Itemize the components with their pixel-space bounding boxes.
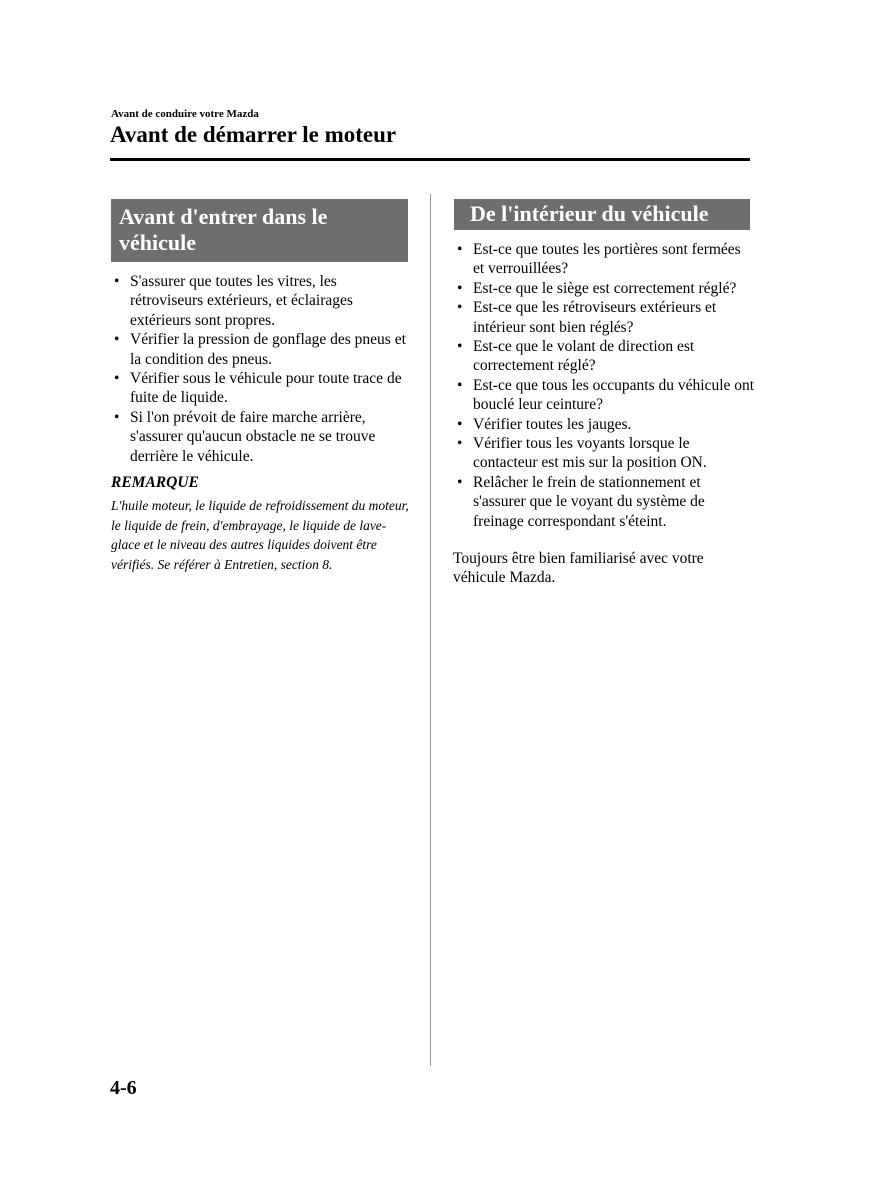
list-item: • Vérifier toutes les jauges. [455, 415, 755, 434]
list-item: • Relâcher le frein de stationnement et s'assurer que le voyant du système de freinage correspondant s'éteint. [455, 473, 755, 531]
list-item: • Vérifier sous le véhicule pour toute trace de fuite de liquide. [112, 369, 408, 408]
list-item: • Est-ce que toutes les portières sont fermées et verrouillées? [455, 240, 755, 279]
running-header: Avant de conduire votre Mazda [111, 108, 259, 120]
note-label: REMARQUE [111, 474, 199, 491]
list-item: • Si l'on prévoit de faire marche arrière, s'assurer qu'aucun obstacle ne se trouve derrière le véhicule. [112, 408, 408, 466]
section-heading-before-entering: Avant d'entrer dans le véhicule [111, 199, 408, 262]
header-rule [110, 158, 750, 161]
list-item: • S'assurer que toutes les vitres, les rétroviseurs extérieurs, et éclairages extérieurs sont propres. [112, 272, 408, 330]
inside-vehicle-checklist [455, 240, 755, 531]
column-divider [430, 194, 431, 1066]
chapter-title: Avant de démarrer le moteur [110, 122, 397, 147]
page-number: 4-6 [110, 1077, 137, 1099]
before-entering-checklist [112, 272, 408, 466]
section-heading-inside-vehicle: De l'intérieur du véhicule [454, 199, 750, 230]
note-text: L'huile moteur, le liquide de refroidissement du moteur, le liquide de frein, d'embrayage, le liquide de lave-glace et le niveau des autres liquides doivent être vérifiés. Se référer à Entretien, section 8. [111, 498, 409, 572]
list-item: • Est-ce que le volant de direction est correctement réglé? [455, 337, 755, 376]
list-item: • Est-ce que tous les occupants du véhicule ont bouclé leur ceinture? [455, 376, 755, 415]
list-item: • Est-ce que le siège est correctement réglé? [455, 279, 755, 298]
closing-text: Toujours être bien familiarisé avec votre véhicule Mazda. [453, 550, 704, 587]
list-item: • Vérifier tous les voyants lorsque le contacteur est mis sur la position ON. [455, 434, 755, 473]
list-item: • Est-ce que les rétroviseurs extérieurs et intérieur sont bien réglés? [455, 298, 755, 337]
list-item: • Vérifier la pression de gonflage des pneus et la condition des pneus. [112, 330, 408, 369]
